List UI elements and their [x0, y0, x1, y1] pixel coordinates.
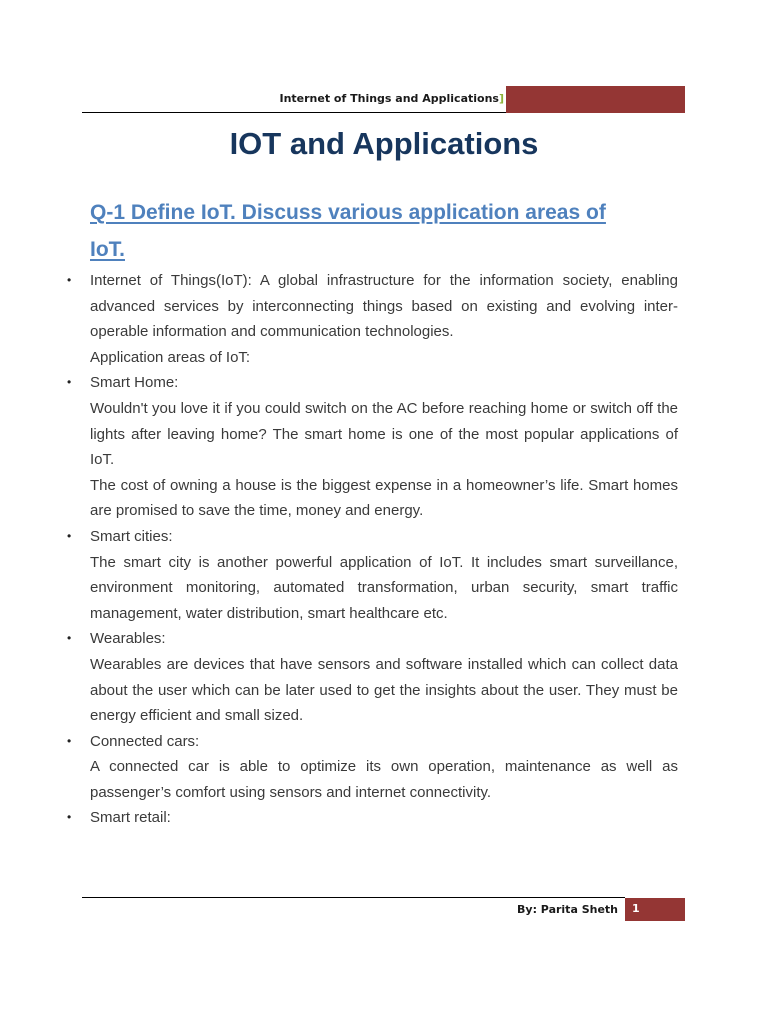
footer-rule: [82, 897, 625, 898]
bullet-icon: •: [67, 528, 72, 543]
running-header: [279, 92, 504, 105]
list-item: [67, 524, 678, 550]
paragraph-text: A connected car is able to optimize its own operation, maintenance as well as passenger’s comfort using sensors and internet connectivity.: [90, 758, 678, 801]
header-title: Internet of Things and Applications: [279, 92, 499, 105]
paragraph-text: Smart cities:: [90, 527, 173, 545]
footer-author: By: Parita Sheth: [517, 903, 618, 916]
paragraph-text: Wearables are devices that have sensors and software installed which can collect data about the user which can be later used to get the insights about the user. They must be energy efficient and small sized.: [90, 655, 678, 725]
page-number-box: [625, 898, 685, 921]
header-accent-bar: [506, 86, 685, 113]
document-title: IOT and Applications: [229, 126, 539, 161]
paragraph: [90, 652, 678, 729]
paragraph-text: Application areas of IoT:: [90, 348, 251, 366]
paragraph-text: Wearables:: [90, 630, 166, 648]
list-item: [67, 805, 678, 831]
paragraph: [90, 396, 678, 473]
paragraph-text: Smart Home:: [90, 374, 179, 392]
paragraph-text: The cost of owning a house is the biggest expense in a homeowner’s life. Smart homes are promised to save the time, money and energy.: [90, 476, 678, 520]
list-item: [67, 626, 678, 652]
header-bracket: ]: [498, 92, 504, 105]
paragraph: [90, 754, 678, 805]
list-item: [67, 729, 678, 755]
paragraph: [90, 550, 678, 627]
paragraph-text: Connected cars:: [90, 732, 200, 750]
question-line-2: IoT.: [90, 238, 125, 261]
question-heading: [90, 194, 678, 268]
paragraph-text: Smart retail:: [90, 809, 171, 827]
header-rule: [82, 112, 506, 113]
paragraph-text: Internet of Things(IoT): A global infrastructure for the information society, enabling advanced services by interconnecting things based on existing and evolving inter-operable information and communication technologies.: [90, 272, 678, 341]
bullet-icon: •: [67, 631, 72, 646]
question-line-1: Q-1 Define IoT. Discuss various application areas of: [90, 201, 606, 224]
bullet-icon: •: [67, 375, 72, 390]
list-item: [67, 268, 678, 345]
paragraph: [90, 345, 678, 371]
bullet-icon: •: [67, 810, 72, 825]
paragraph: [90, 473, 678, 524]
bullet-icon: •: [67, 273, 72, 287]
paragraph-text: Wouldn't you love it if you could switch on the AC before reaching home or switch off the lights after leaving home? The smart home is one of the most popular applications of IoT.: [90, 399, 678, 469]
document-body: [67, 268, 678, 831]
bullet-icon: •: [67, 733, 72, 748]
list-item: [67, 370, 678, 396]
page-number: 1: [632, 902, 640, 915]
paragraph-text: The smart city is another powerful application of IoT. It includes smart surveillance, environment monitoring, automated transformation, urban security, smart traffic management, water distribution, smart healthcare etc.: [90, 553, 678, 622]
